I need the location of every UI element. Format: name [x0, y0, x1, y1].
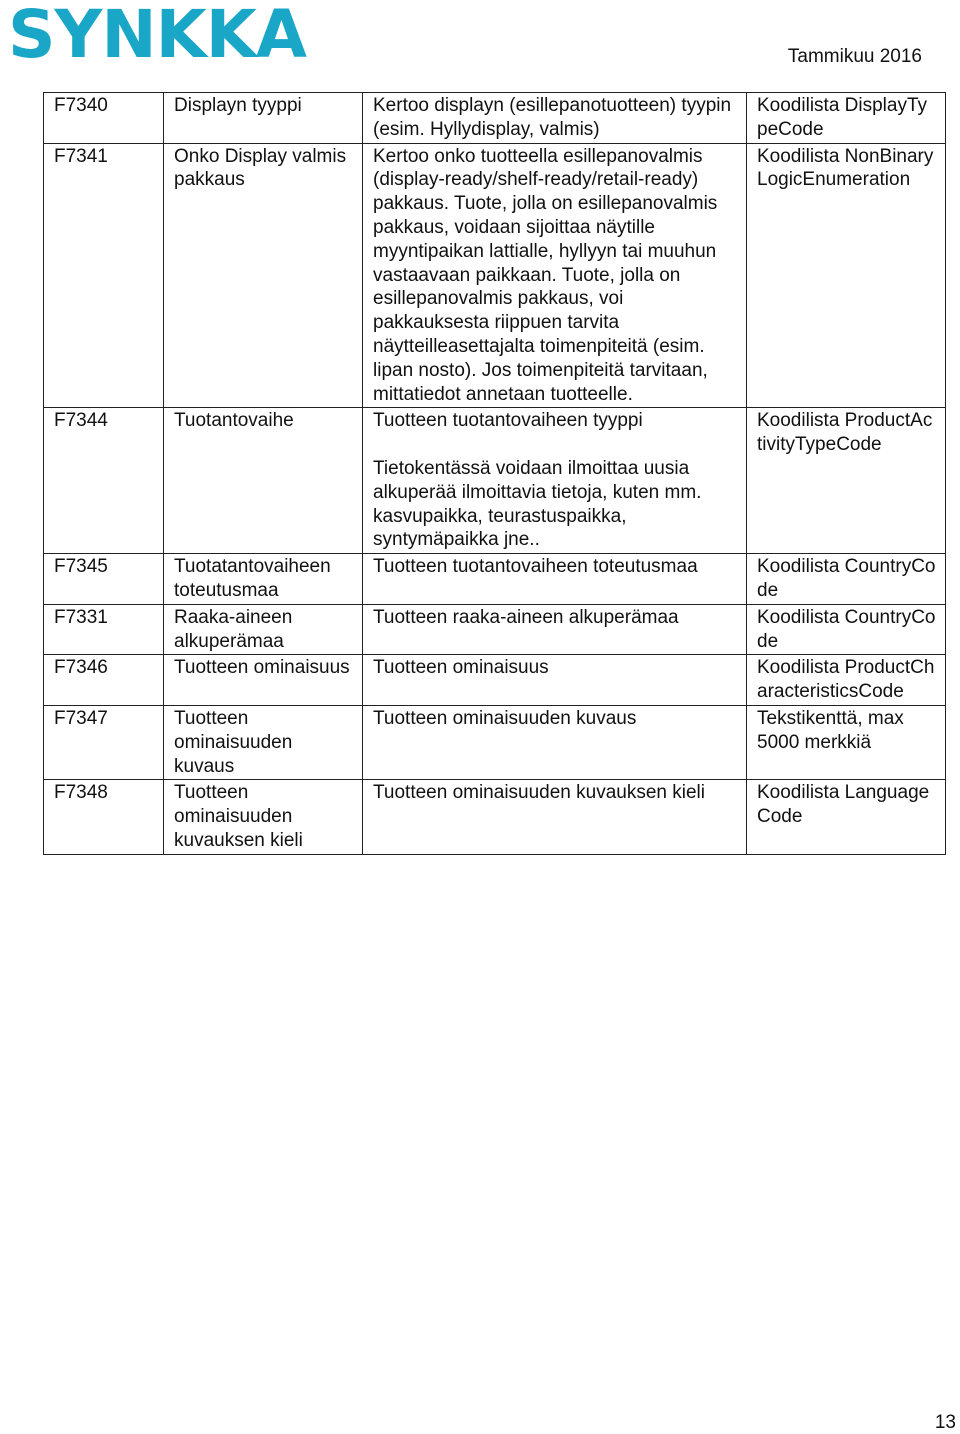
table-row [44, 143, 946, 408]
attribute-code: F7348 [44, 780, 164, 854]
attribute-name: Tuotteen ominaisuuden kuvaus [164, 705, 363, 779]
attribute-value-type: Koodilista LanguageCode [747, 780, 946, 854]
table-row [44, 780, 946, 854]
attribute-code: F7345 [44, 554, 164, 605]
table-row [44, 93, 946, 144]
attribute-table [43, 92, 946, 855]
attribute-value-type: Koodilista CountryCode [747, 554, 946, 605]
attribute-code: F7346 [44, 655, 164, 706]
attribute-value-type: Koodilista ProductCharacteristicsCode [747, 655, 946, 706]
table-row [44, 408, 946, 554]
attribute-name: Onko Display valmis pakkaus [164, 143, 363, 408]
attribute-name: Raaka-aineen alkuperämaa [164, 604, 363, 655]
attribute-description: Kertoo displayn (esillepanotuotteen) tyypin (esim. Hyllydisplay, valmis) [363, 93, 747, 144]
attribute-value-type: Koodilista ProductActivityTypeCode [747, 408, 946, 554]
attribute-value-type: Koodilista NonBinaryLogicEnumeration [747, 143, 946, 408]
attribute-description: Kertoo onko tuotteella esillepanovalmis (display-ready/shelf-ready/retail-ready) pakkaus. Tuote, jolla on esillepanovalmis pakkaus, voidaan sijoittaa näytille myyntipaikan lattialle, hyllyyn tai muuhun vastaavaan paikkaan. Tuote, jolla on esillepanovalmis pakkaus, voi pakkauksesta riippuen tarvita näytteilleasettajalta toimenpiteitä (esim. lipan nosto). Jos toimenpiteitä tarvitaan, mittatiedot annetaan tuotteelle. [363, 143, 747, 408]
table-row [44, 705, 946, 779]
attribute-description: Tuotteen tuotantovaiheen toteutusmaa [363, 554, 747, 605]
attribute-name: Tuotteen ominaisuuden kuvauksen kieli [164, 780, 363, 854]
attribute-description: Tuotteen ominaisuuden kuvauksen kieli [363, 780, 747, 854]
attribute-name: Displayn tyyppi [164, 93, 363, 144]
attribute-code: F7347 [44, 705, 164, 779]
synkka-logo [8, 0, 306, 73]
table-row [44, 604, 946, 655]
attribute-value-type: Koodilista DisplayTypeCode [747, 93, 946, 144]
attribute-code: F7341 [44, 143, 164, 408]
page-number: 13 [934, 1412, 956, 1433]
table-row [44, 655, 946, 706]
attribute-name: Tuotantovaihe [164, 408, 363, 554]
logo-text: SYNKKA [8, 0, 306, 73]
attribute-description: Tuotteen ominaisuuden kuvaus [363, 705, 747, 779]
table-row [44, 554, 946, 605]
attribute-description: Tuotteen ominaisuus [363, 655, 747, 706]
attribute-name: Tuotteen ominaisuus [164, 655, 363, 706]
attribute-code: F7344 [44, 408, 164, 554]
attribute-name: Tuotatantovaiheen toteutusmaa [164, 554, 363, 605]
attribute-description: Tuotteen tuotantovaiheen tyyppi Tietokentässä voidaan ilmoittaa uusia alkuperää ilmoittavia tietoja, kuten mm. kasvupaikka, teurastuspaikka, syntymäpaikka jne.. [363, 408, 747, 554]
attribute-value-type: Tekstikenttä, max 5000 merkkiä [747, 705, 946, 779]
attribute-code: F7340 [44, 93, 164, 144]
header-date: Tammikuu 2016 [787, 46, 922, 67]
attribute-code: F7331 [44, 604, 164, 655]
attribute-description: Tuotteen raaka-aineen alkuperämaa [363, 604, 747, 655]
attribute-value-type: Koodilista CountryCode [747, 604, 946, 655]
